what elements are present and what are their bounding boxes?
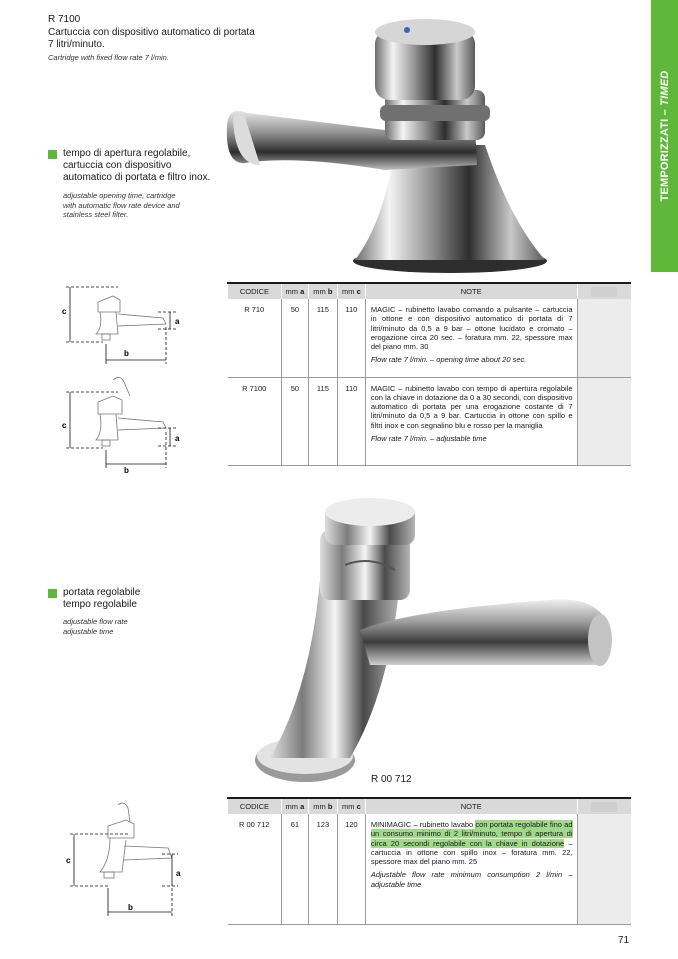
cell-code: R 7100 — [228, 377, 282, 465]
col-mm-a: mm a — [281, 283, 308, 299]
col-mm-b: mm b — [308, 798, 337, 814]
cell-c: 110 — [337, 377, 365, 465]
cell-b: 123 — [308, 814, 337, 924]
cell-b: 115 — [308, 299, 337, 377]
table-row — [228, 377, 632, 465]
dimension-diagram-r710 — [58, 282, 188, 367]
cell-blank — [577, 814, 631, 924]
page-number: 71 — [618, 935, 630, 946]
dim-a-label: a — [175, 317, 180, 326]
dim-a-label: a — [175, 434, 180, 443]
cell-note: MAGIC – rubinetto lavabo comando a pulsante – cartuccia in ottone e con dispositivo automatico di portata di 7 litri/minuto da 0,5 a 9 bar – ottone lucidato e cromato – erogazione circa 20 sec. – foratura mm. 22, spessore max del piano mm. 30 Flow rate 7 l/min. – opening time about 20 sec. — [365, 299, 577, 377]
col-note: NOTE — [365, 798, 577, 814]
feature-bullet-icon — [48, 589, 57, 598]
feature2-en: adjustable flow rate adjustable time — [63, 617, 128, 636]
feature1-it: tempo di apertura regolabile, cartuccia con dispositivo automatico di portata e filtro inox. — [63, 148, 211, 183]
note-highlight: con portata regolabile fino ad un consumo minimo di 2 litri/minuto, tempo di apertura di circa 20 secondi regolabile con la chiave in dotazione — [370, 820, 573, 848]
table-row — [228, 299, 632, 377]
cell-blank — [577, 299, 631, 377]
dim-c-label: c — [66, 856, 71, 865]
table-row — [228, 814, 632, 924]
col-mm-c: mm c — [337, 798, 365, 814]
col-blank — [577, 283, 631, 299]
product-description-line2: 7 litri/minuto. — [48, 39, 105, 50]
cell-c: 120 — [337, 814, 365, 924]
feature1-en: adjustable opening time, cartridge with automatic flow rate device and stainless steel filter. — [63, 191, 180, 219]
col-blank — [577, 798, 631, 814]
dim-a-label: a — [176, 869, 181, 878]
col-mm-a: mm a — [281, 798, 308, 814]
col-mm-c: mm c — [337, 283, 365, 299]
col-mm-b: mm b — [308, 283, 337, 299]
section-tab-label: TEMPORIZZATI – TIMED — [658, 70, 671, 202]
dim-c-label: c — [62, 307, 67, 316]
dimension-diagram-r7100 — [58, 372, 188, 477]
image-caption-r00712: R 00 712 — [371, 774, 412, 785]
feature-bullet-icon — [48, 150, 57, 159]
product-description-en: Cartridge with fixed flow rate 7 l/min. — [48, 53, 169, 62]
spec-table-2 — [227, 797, 631, 925]
cell-a: 50 — [281, 299, 308, 377]
section-tab — [651, 0, 678, 272]
feature2-it: portata regolabile tempo regolabile — [63, 587, 141, 610]
spec-table-1 — [227, 282, 631, 466]
cell-note: MINIMAGIC – rubinetto lavabo con portata regolabile fino ad un consumo minimo di 2 litri/minuto, tempo di apertura di circa 20 secondi regolabile con la chiave in dotazione – cartuccia in ottone con spillo inox – foratura mm. 22, spessore max del piano mm. 25 Adjustable flow rate minimum consumption 2 l/min – adjustable time — [365, 814, 577, 924]
table-header-row — [228, 283, 632, 299]
table-header-row — [228, 798, 632, 814]
cell-b: 115 — [308, 377, 337, 465]
cell-code: R 00 712 — [228, 814, 282, 924]
col-note: NOTE — [365, 283, 577, 299]
dim-b-label: b — [124, 466, 129, 475]
cell-a: 50 — [281, 377, 308, 465]
dim-b-label: b — [128, 903, 133, 912]
dim-c-label: c — [62, 421, 67, 430]
col-codice: CODICE — [228, 283, 282, 299]
cell-code: R 710 — [228, 299, 282, 377]
cell-blank — [577, 377, 631, 465]
cell-note: MAGIC – rubinetto lavabo con tempo di apertura regolabile con la chiave in dotazione da 0 a 30 secondi, con dispositivo automatico di portata per una erogazione costante di 7 litri/minuto da 0,5 a 9 bar. Cartuccia in ottone con spillo e filtri inox e con segnalino blu e rosso per la maniglia Flow rate 7 l/min. – adjustable time — [365, 377, 577, 465]
product-description-line1: Cartuccia con dispositivo automatico di portata — [48, 27, 255, 38]
col-codice: CODICE — [228, 798, 282, 814]
tap-r00712-image — [250, 490, 620, 790]
tap-r7100-image — [215, 15, 560, 280]
dimension-diagram-r00712 — [58, 800, 188, 920]
product-code: R 7100 — [48, 14, 81, 25]
cell-a: 61 — [281, 814, 308, 924]
dim-b-label: b — [124, 349, 129, 358]
cell-c: 110 — [337, 299, 365, 377]
